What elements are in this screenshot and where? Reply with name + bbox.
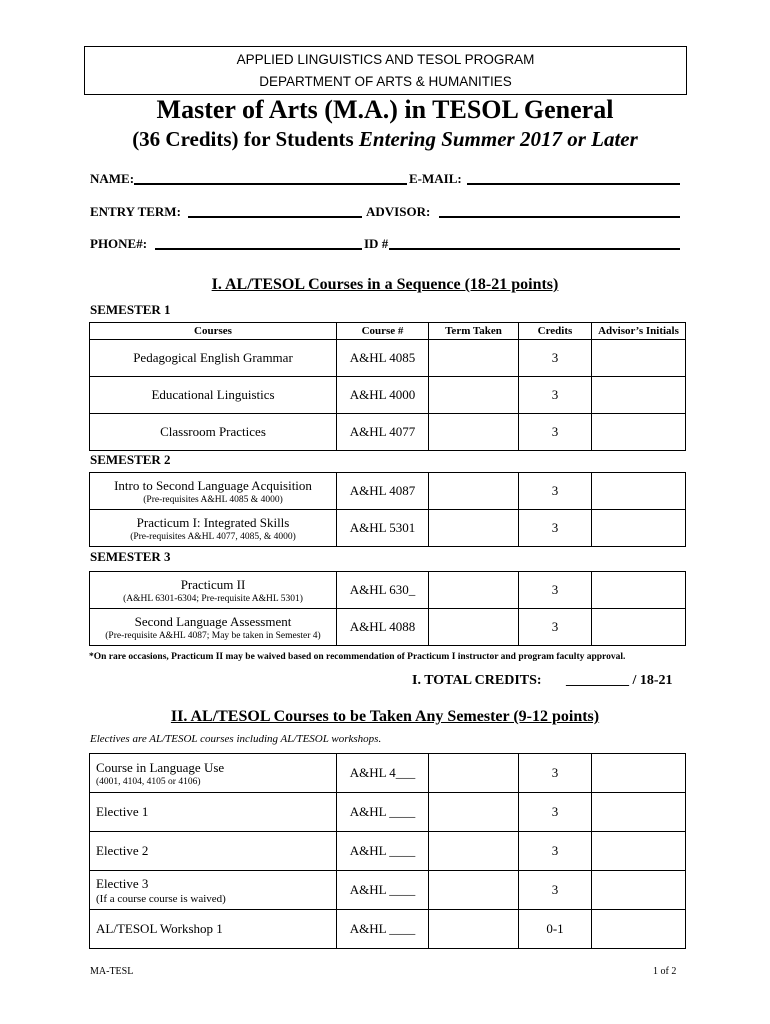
advisor-label: ADVISOR: bbox=[366, 204, 431, 219]
course-name: Pedagogical English Grammar bbox=[90, 340, 337, 377]
col-advisor-initials: Advisor’s Initials bbox=[592, 323, 686, 340]
id-field[interactable] bbox=[389, 248, 680, 250]
total-credits-value[interactable]: _________ / 18-21 bbox=[566, 673, 673, 688]
course-number: A&HL 4077 bbox=[337, 414, 429, 451]
table-row bbox=[90, 473, 686, 510]
col-course-number: Course # bbox=[337, 323, 429, 340]
credits: 3 bbox=[519, 510, 592, 547]
program-name: APPLIED LINGUISTICS AND TESOL PROGRAM bbox=[236, 52, 535, 67]
advisor-initials-cell[interactable] bbox=[592, 340, 686, 377]
course-name: Elective 1 bbox=[96, 804, 149, 819]
semester2-label: SEMESTER 2 bbox=[90, 452, 171, 467]
credits: 3 bbox=[519, 473, 592, 510]
semester3-table bbox=[89, 571, 686, 646]
col-term-taken: Term Taken bbox=[429, 323, 519, 340]
advisor-initials-cell[interactable] bbox=[592, 871, 686, 910]
semester1-table bbox=[89, 322, 686, 451]
credits: 3 bbox=[519, 609, 592, 646]
term-taken-cell[interactable] bbox=[429, 910, 519, 949]
email-label: E-MAIL: bbox=[409, 171, 462, 186]
term-taken-cell[interactable] bbox=[429, 340, 519, 377]
term-taken-cell[interactable] bbox=[429, 832, 519, 871]
advisor-field[interactable] bbox=[439, 216, 680, 218]
course-number: A&HL 5301 bbox=[337, 510, 429, 547]
term-taken-cell[interactable] bbox=[429, 609, 519, 646]
term-taken-cell[interactable] bbox=[429, 793, 519, 832]
table-row bbox=[90, 377, 686, 414]
course-cell bbox=[90, 609, 337, 646]
advisor-initials-cell[interactable] bbox=[592, 510, 686, 547]
table-row bbox=[90, 340, 686, 377]
section1-heading: I. AL/TESOL Courses in a Sequence (18-21 points) bbox=[211, 276, 559, 293]
name-label: NAME: bbox=[90, 171, 135, 186]
term-taken-cell[interactable] bbox=[429, 510, 519, 547]
table-row bbox=[90, 832, 686, 871]
course-number[interactable]: A&HL ____ bbox=[337, 832, 429, 871]
credits: 3 bbox=[519, 572, 592, 609]
course-number: A&HL 4000 bbox=[337, 377, 429, 414]
course-number[interactable]: A&HL ____ bbox=[337, 793, 429, 832]
table-row bbox=[90, 754, 686, 793]
course-name: Elective 3 bbox=[96, 875, 149, 891]
advisor-initials-cell[interactable] bbox=[592, 910, 686, 949]
course-name: Second Language Assessment bbox=[134, 613, 292, 629]
subtitle-italic: Entering Summer 2017 or Later bbox=[358, 127, 638, 151]
credits: 3 bbox=[519, 754, 592, 793]
course-number: A&HL 4088 bbox=[337, 609, 429, 646]
phone-label: PHONE#: bbox=[90, 236, 148, 251]
table-row bbox=[90, 609, 686, 646]
entry-term-field[interactable] bbox=[188, 216, 362, 218]
table-row bbox=[90, 793, 686, 832]
course-cell bbox=[90, 510, 337, 547]
course-note: (4001, 4104, 4105 or 4106) bbox=[96, 776, 201, 787]
semester1-label: SEMESTER 1 bbox=[90, 302, 171, 317]
advisor-initials-cell[interactable] bbox=[592, 572, 686, 609]
id-label: ID # bbox=[364, 236, 389, 251]
term-taken-cell[interactable] bbox=[429, 572, 519, 609]
credits: 3 bbox=[519, 793, 592, 832]
credits: 0-1 bbox=[519, 910, 592, 949]
term-taken-cell[interactable] bbox=[429, 414, 519, 451]
section2-heading: II. AL/TESOL Courses to be Taken Any Semester (9-12 points) bbox=[170, 708, 600, 725]
table-row bbox=[90, 414, 686, 451]
course-name: AL/TESOL Workshop 1 bbox=[96, 921, 223, 936]
course-cell bbox=[90, 871, 337, 910]
credits: 3 bbox=[519, 340, 592, 377]
course-prereq-note: (Pre-requisite A&HL 4087; May be taken in Semester 4) bbox=[105, 630, 321, 641]
course-prereq-note: (Pre-requisites A&HL 4077, 4085, & 4000) bbox=[130, 531, 296, 542]
course-name: Educational Linguistics bbox=[90, 377, 337, 414]
course-cell bbox=[90, 832, 337, 871]
footer-page-number: 1 of 2 bbox=[653, 966, 677, 977]
course-cell bbox=[90, 754, 337, 793]
advisor-initials-cell[interactable] bbox=[592, 414, 686, 451]
course-number: A&HL 630_ bbox=[337, 572, 429, 609]
course-name: Intro to Second Language Acquisition bbox=[114, 477, 312, 493]
practicum-waiver-footnote: *On rare occasions, Practicum II may be waived based on recommendation of Practicum I instructor and program faculty approval. bbox=[89, 652, 626, 662]
course-prereq-note: (Pre-requisites A&HL 4085 & 4000) bbox=[143, 494, 283, 505]
table-header-row bbox=[90, 323, 686, 340]
entry-term-label: ENTRY TERM: bbox=[90, 204, 181, 219]
email-field[interactable] bbox=[467, 183, 680, 185]
course-prereq-note: (A&HL 6301-6304; Pre-requisite A&HL 5301) bbox=[123, 593, 303, 604]
term-taken-cell[interactable] bbox=[429, 377, 519, 414]
subtitle-prefix: (36 Credits) for Students bbox=[132, 127, 359, 151]
course-name: Course in Language Use bbox=[96, 759, 225, 775]
credits: 3 bbox=[519, 414, 592, 451]
total-credits-label: I. TOTAL CREDITS: bbox=[412, 673, 542, 688]
credits: 3 bbox=[519, 832, 592, 871]
page-title: Master of Arts (M.A.) in TESOL General bbox=[156, 95, 614, 124]
table-row bbox=[90, 871, 686, 910]
course-name: Elective 2 bbox=[96, 843, 149, 858]
advisor-initials-cell[interactable] bbox=[592, 377, 686, 414]
course-number: A&HL 4087 bbox=[337, 473, 429, 510]
table-row bbox=[90, 510, 686, 547]
course-cell bbox=[90, 572, 337, 609]
table-row bbox=[90, 572, 686, 609]
term-taken-cell[interactable] bbox=[429, 754, 519, 793]
section2-intro: Electives are AL/TESOL courses including AL/TESOL workshops. bbox=[90, 733, 382, 745]
advisor-initials-cell[interactable] bbox=[592, 754, 686, 793]
course-cell bbox=[90, 473, 337, 510]
course-note: (If a course course is waived) bbox=[96, 892, 226, 905]
col-courses: Courses bbox=[90, 323, 337, 340]
advisor-initials-cell[interactable] bbox=[592, 609, 686, 646]
program-header-box bbox=[84, 46, 687, 95]
name-field[interactable] bbox=[134, 183, 407, 185]
course-name: Classroom Practices bbox=[90, 414, 337, 451]
page-subtitle bbox=[0, 127, 770, 152]
course-name: Practicum I: Integrated Skills bbox=[136, 514, 290, 530]
table-row bbox=[90, 910, 686, 949]
semester2-table bbox=[89, 472, 686, 547]
course-number[interactable]: A&HL ____ bbox=[337, 871, 429, 910]
semester3-label: SEMESTER 3 bbox=[90, 549, 171, 564]
advisor-initials-cell[interactable] bbox=[592, 793, 686, 832]
section2-table bbox=[89, 753, 686, 949]
footer-doc-code: MA-TESL bbox=[90, 966, 134, 977]
advisor-initials-cell[interactable] bbox=[592, 473, 686, 510]
credits: 3 bbox=[519, 871, 592, 910]
course-number: A&HL 4085 bbox=[337, 340, 429, 377]
term-taken-cell[interactable] bbox=[429, 871, 519, 910]
course-name: Practicum II bbox=[180, 576, 246, 592]
term-taken-cell[interactable] bbox=[429, 473, 519, 510]
advisor-initials-cell[interactable] bbox=[592, 832, 686, 871]
credits: 3 bbox=[519, 377, 592, 414]
department-name: DEPARTMENT OF ARTS & HUMANITIES bbox=[259, 74, 512, 89]
course-cell bbox=[90, 910, 337, 949]
course-number[interactable]: A&HL 4___ bbox=[337, 754, 429, 793]
course-number[interactable]: A&HL ____ bbox=[337, 910, 429, 949]
col-credits: Credits bbox=[519, 323, 592, 340]
course-cell bbox=[90, 793, 337, 832]
phone-field[interactable] bbox=[155, 248, 362, 250]
